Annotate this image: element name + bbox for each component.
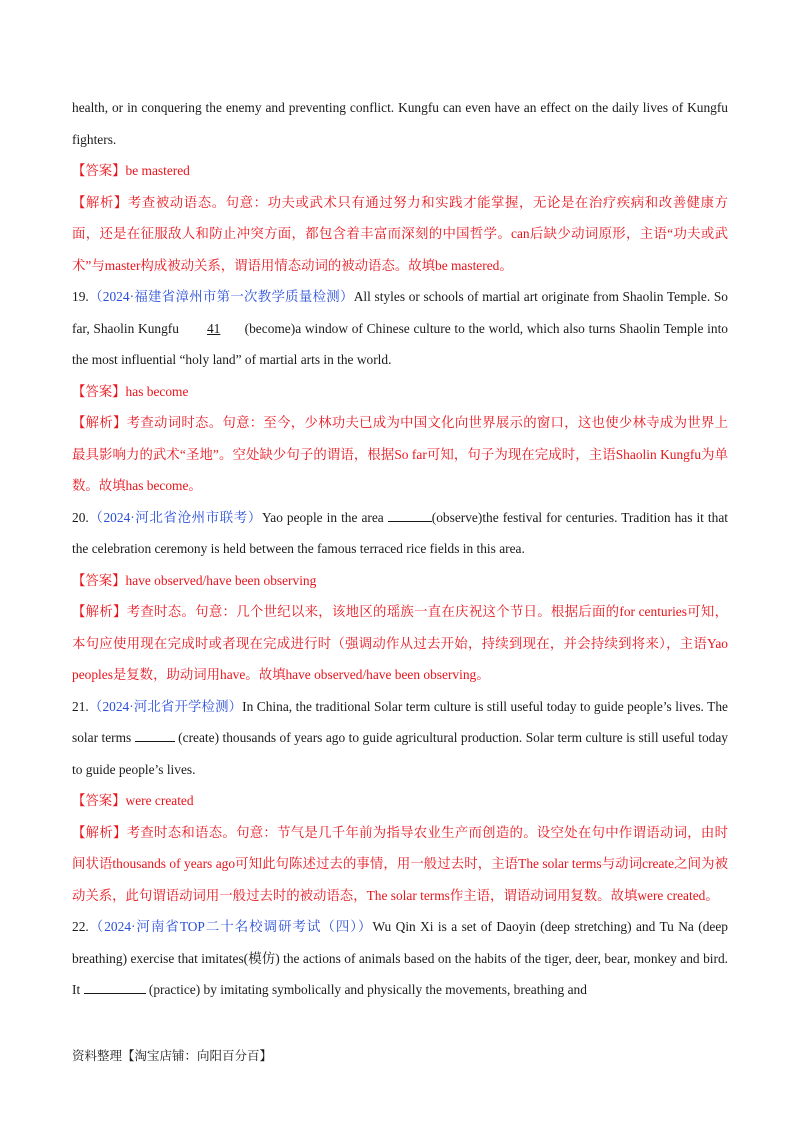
question-source: （2024·河北省沧州市联考） bbox=[88, 509, 262, 525]
answer-blank: 41 bbox=[206, 320, 221, 336]
explanation-20: 【解析】考查时态。句意：几个世纪以来，该地区的瑶族一直在庆祝这个节日。根据后面的for centuries可知，本句应使用现在完成时或者现在完成进行时（强调动作从过去开始，持续到现在，并会持续到将来），主语Yao peoples是复数，助动词用have。故填have observed/have been observing。 bbox=[72, 604, 728, 682]
page-footer: 资料整理【淘宝店铺：向阳百分百】 bbox=[72, 1049, 273, 1063]
passage-continuation: health, or in conquering the enemy and preventing conflict. Kungfu can even have an effect on the daily lives of Kungfu fighters. bbox=[72, 100, 728, 147]
question-text: Yao people in the area bbox=[261, 509, 388, 525]
question-21 bbox=[72, 691, 728, 786]
question-text: (observe)the festival for centuries. Tradition has it that the celebration ceremony is held between the famous terraced rice fields in this area. bbox=[72, 509, 729, 556]
question-text: (practice) by imitating symbolically and physically the movements, breathing and bbox=[145, 982, 587, 997]
question-number: 21. bbox=[72, 698, 89, 714]
question-number: 22. bbox=[72, 919, 89, 934]
answer-blank bbox=[388, 509, 432, 522]
question-number: 19. bbox=[72, 289, 89, 304]
question-source: （2024·河北省开学检测） bbox=[88, 698, 243, 714]
answer-blank bbox=[135, 729, 175, 742]
question-20 bbox=[72, 502, 728, 565]
answer-20: 【答案】have observed/have been observing bbox=[72, 572, 317, 588]
answer-19: 【答案】has become bbox=[72, 383, 189, 399]
explanation-19: 【解析】考查动词时态。句意：至今，少林功夫已成为中国文化向世界展示的窗口，这也使少林寺成为世界上最具影响力的武术“圣地”。空处缺少句子的谓语，根据So far可知，句子为现在完成时，主语Shaolin Kungfu为单数。故填has become。 bbox=[72, 415, 728, 493]
answer-blank bbox=[84, 981, 146, 994]
explanation-21: 【解析】考查时态和语态。句意：节气是几千年前为指导农业生产而创造的。设空处在句中作谓语动词，由时间状语thousands of years ago可知此句陈述过去的事情，用一般过去时，主语The solar terms与动词create之间为被动关系，此句谓语动词用一般过去时的被动语态，The solar terms作主语，谓语动词用复数。故填were created。 bbox=[72, 824, 728, 903]
answer-18: 【答案】be mastered bbox=[72, 163, 190, 178]
document-body bbox=[72, 92, 728, 1006]
question-text: (create) thousands of years ago to guide agricultural production. Solar term culture is still useful today to guide people’s lives. bbox=[72, 730, 728, 777]
question-text: In China, the traditional Solar term culture is still useful today to guide people’s lives. The solar terms bbox=[72, 698, 728, 745]
question-text: (become)a window of Chinese culture to the world, which also turns Shaolin Temple into the most influential “holy land” of martial arts in the world. bbox=[72, 320, 728, 367]
answer-21: 【答案】were created bbox=[72, 793, 194, 808]
question-source: （2024·河南省TOP二十名校调研考试（四）） bbox=[88, 919, 373, 934]
explanation-18: 【解析】考查被动语态。句意：功夫或武术只有通过努力和实践才能掌握，无论是在治疗疾病和改善健康方面，还是在征服敌人和防止冲突方面，都包含着丰富而深刻的中国哲学。can后缺少动词原形，主语“功夫或武术”与master构成被动关系，谓语用情态动词的被动语态。故填be mastered。 bbox=[72, 194, 728, 273]
question-19 bbox=[72, 281, 728, 376]
question-text: Wu Qin Xi is a set of Daoyin (deep stretching) and Tu Na (deep breathing) exercise that imitates(模仿) the actions of animals based on the habits of the tiger, deer, bear, monkey and bird. It bbox=[72, 919, 728, 997]
question-source: （2024·福建省漳州市第一次教学质量检测） bbox=[88, 289, 354, 304]
question-22 bbox=[72, 911, 728, 1006]
question-number: 20. bbox=[72, 509, 89, 525]
question-text: All styles or schools of martial art originate from Shaolin Temple. So far, Shaolin Kungfu bbox=[72, 289, 728, 336]
